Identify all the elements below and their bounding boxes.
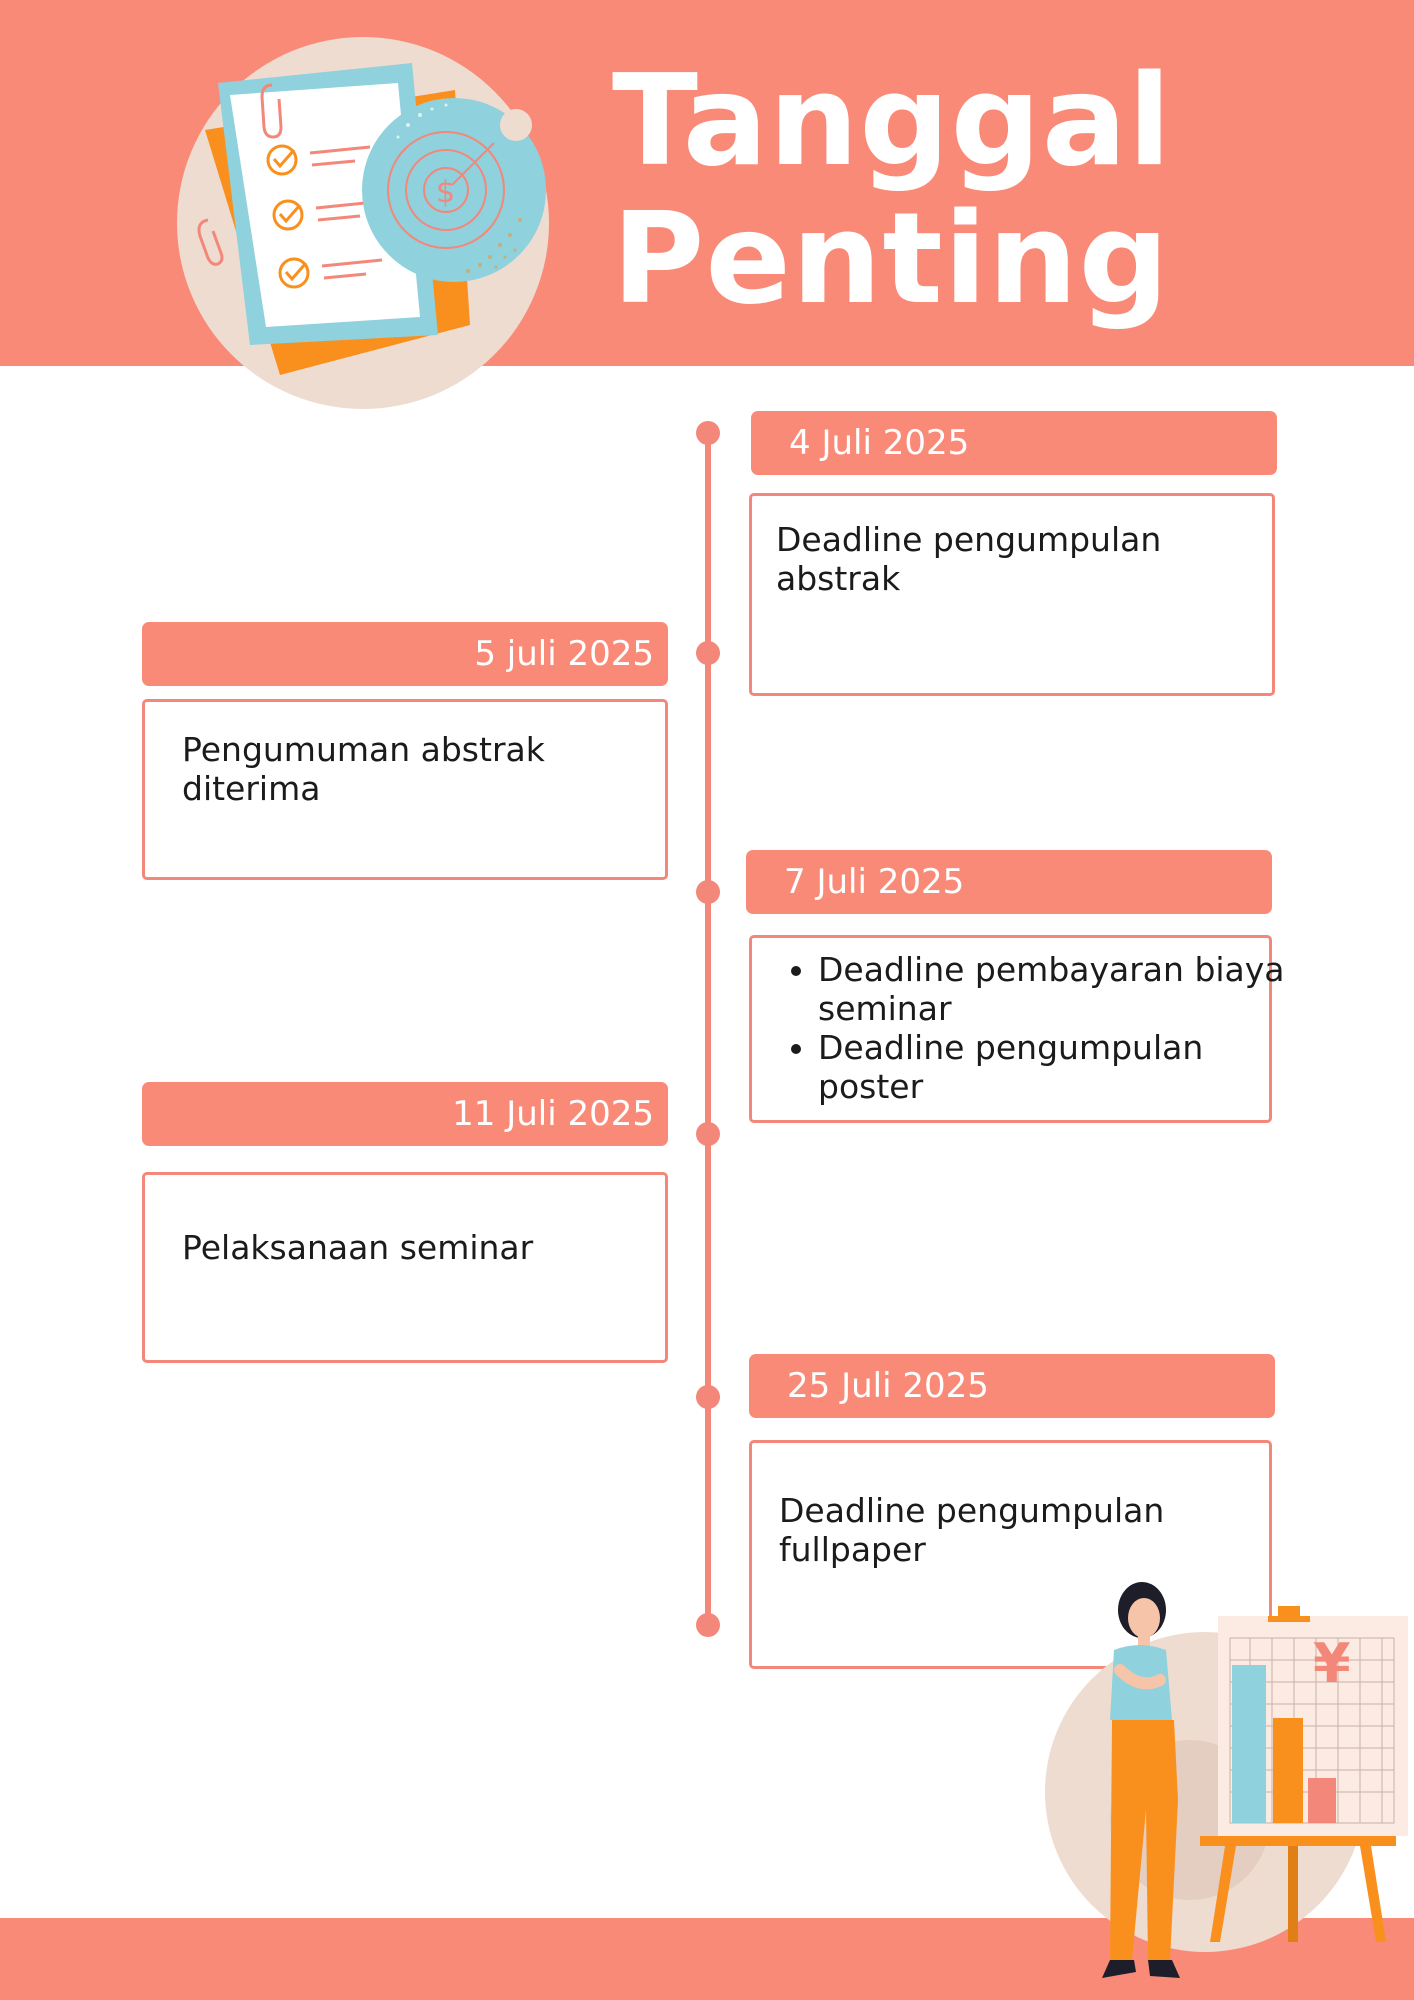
list-item: • Deadline pembayaran biaya seminar [818,950,1288,1028]
timeline-dot [696,421,720,445]
timeline-dot [696,1613,720,1637]
event-card [749,935,1285,1123]
timeline-dot [696,1385,720,1409]
event-description: Pelaksanaan seminar [182,1228,534,1267]
checklist-document-illustration [170,35,560,415]
event-description: Pengumuman abstrak diterima [182,730,545,808]
timeline-dot [696,880,720,904]
event-date: 11 Juli 2025 [142,1082,668,1146]
timeline-dot [696,641,720,665]
page-title [612,47,1173,332]
event-list [776,950,1288,1106]
event-date: 5 juli 2025 [142,622,668,686]
dollar-icon: $ [436,175,456,210]
event-card [142,699,668,880]
title-line-2: Penting [612,185,1170,332]
timeline-dot [696,1122,720,1146]
woman-presenting-chart-illustration [1030,1570,1414,2000]
event-description: Deadline pengumpulan abstrak [776,520,1162,598]
event-card [749,493,1275,696]
event-card [142,1172,668,1363]
list-item: • Deadline pengumpulan poster [818,1028,1288,1106]
timeline-line [705,432,711,1625]
title-line-1: Tanggal [612,47,1173,194]
yen-icon: ¥ [1313,1632,1351,1695]
event-date: 7 Juli 2025 [746,850,1272,914]
event-date: 4 Juli 2025 [751,411,1277,475]
event-description: Deadline pengumpulan fullpaper [779,1491,1165,1569]
event-date: 25 Juli 2025 [749,1354,1275,1418]
